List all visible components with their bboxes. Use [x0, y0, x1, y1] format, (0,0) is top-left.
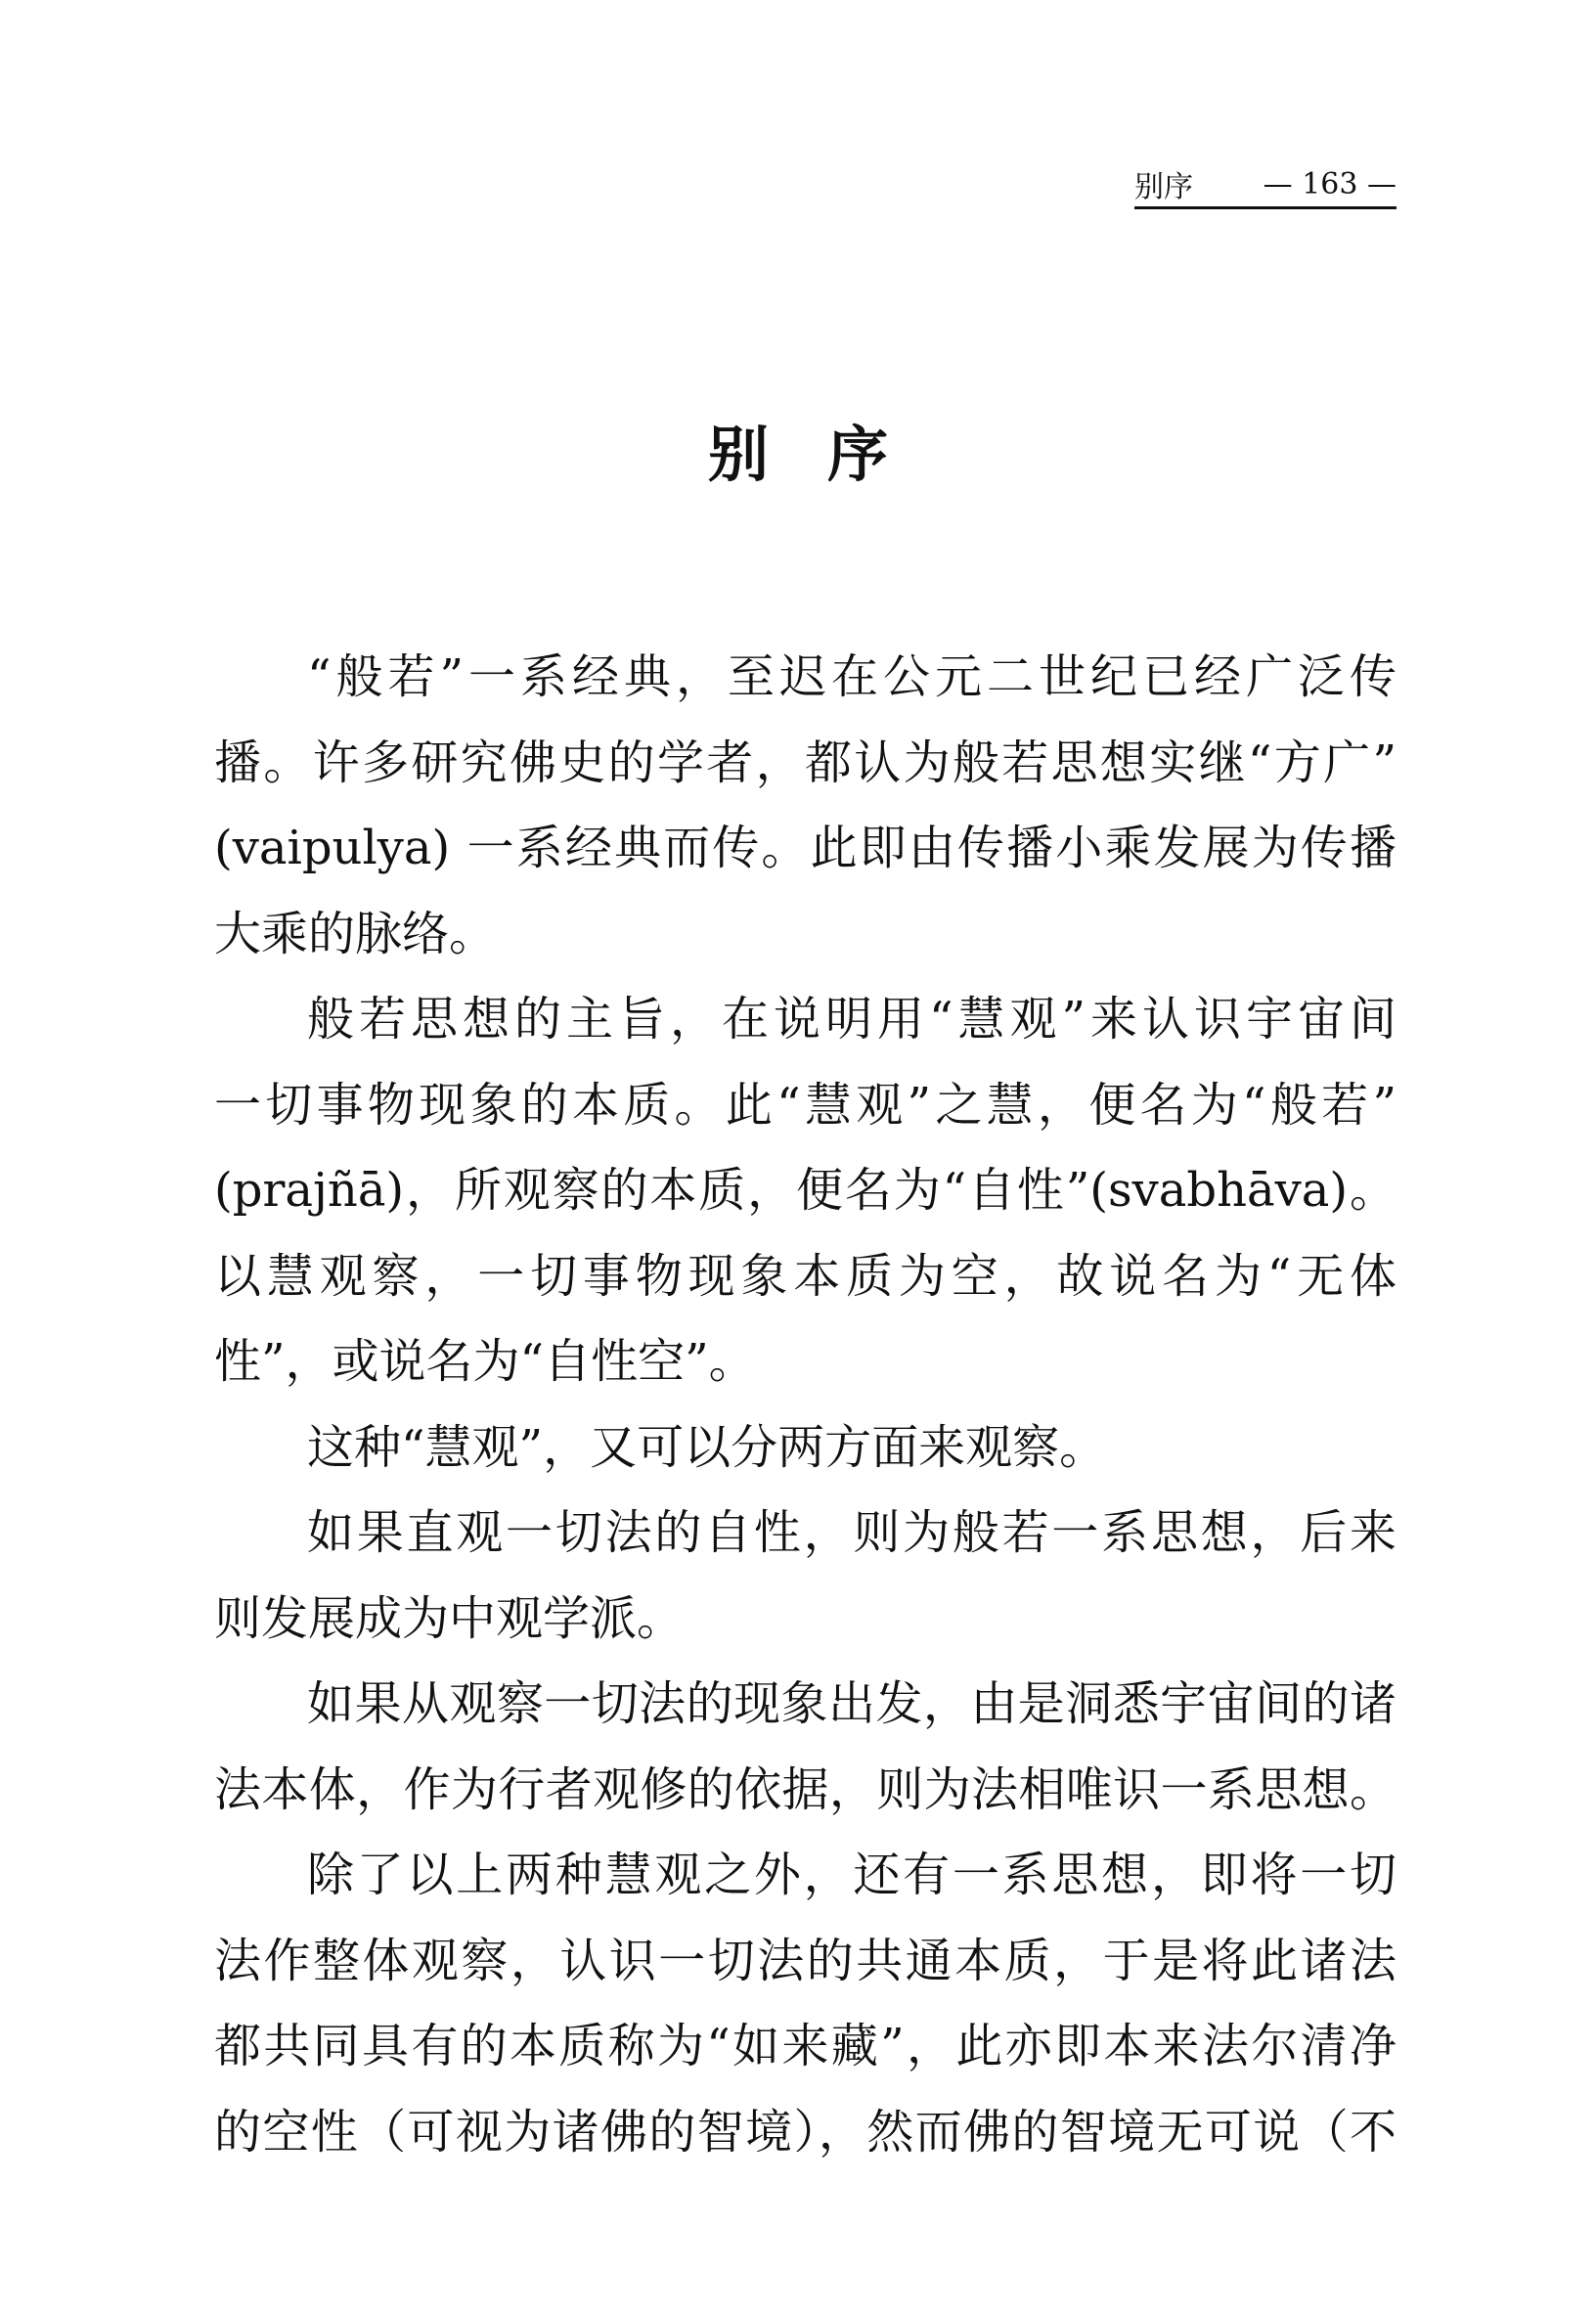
text-line: 的空性（可视为诸佛的智境），然而佛的智境无可说（不 — [214, 2104, 1396, 2160]
text-line: 法作整体观察，认识一切法的共通本质，于是将此诸法 — [214, 1933, 1396, 1988]
text-line: 则发展成为中观学派。 — [214, 1590, 685, 1646]
text-line: 除了以上两种慧观之外，还有一系思想，即将一切 — [307, 1848, 1396, 1902]
text-line: (prajñā)，所观察的本质，便名为“自性”(svabhāva)。 — [214, 1163, 1396, 1218]
text-line: 这种“慧观”，又可以分两方面来观察。 — [307, 1419, 1107, 1475]
text-line: 都共同具有的本质称为“如来藏”，此亦即本来法尔清净 — [214, 2019, 1396, 2073]
text-line: 播。许多研究佛史的学者，都认为般若思想实继“方广” — [214, 735, 1396, 790]
header-rule — [1134, 206, 1396, 209]
chapter-title: 别序 — [707, 419, 947, 490]
text-line: 性”，或说名为“自性空”。 — [214, 1334, 756, 1389]
running-header — [1134, 162, 1396, 205]
text-line: 大乘的脉络。 — [214, 906, 497, 961]
text-line: 法本体，作为行者观修的依据，则为法相唯识一系思想。 — [214, 1761, 1396, 1817]
text-line: “般若”一系经典，至迟在公元二世纪已经广泛传 — [307, 649, 1396, 704]
page-number: — 163 — — [1263, 166, 1396, 201]
header-section-title: 别序 — [1134, 170, 1193, 204]
text-line: (vaipulya) 一系经典而传。此即由传播小乘发展为传播 — [214, 821, 1396, 875]
text-line: 般若思想的主旨，在说明用“慧观”来认识宇宙间 — [307, 992, 1396, 1047]
text-line: 如果从观察一切法的现象出发，由是洞悉宇宙间的诸 — [307, 1676, 1396, 1731]
text-line: 以慧观察，一切事物现象本质为空，故说名为“无体 — [214, 1248, 1396, 1304]
text-line: 一切事物现象的本质。此“慧观”之慧，便名为“般若” — [214, 1077, 1396, 1133]
text-line: 如果直观一切法的自性，则为般若一系思想，后来 — [307, 1505, 1396, 1560]
